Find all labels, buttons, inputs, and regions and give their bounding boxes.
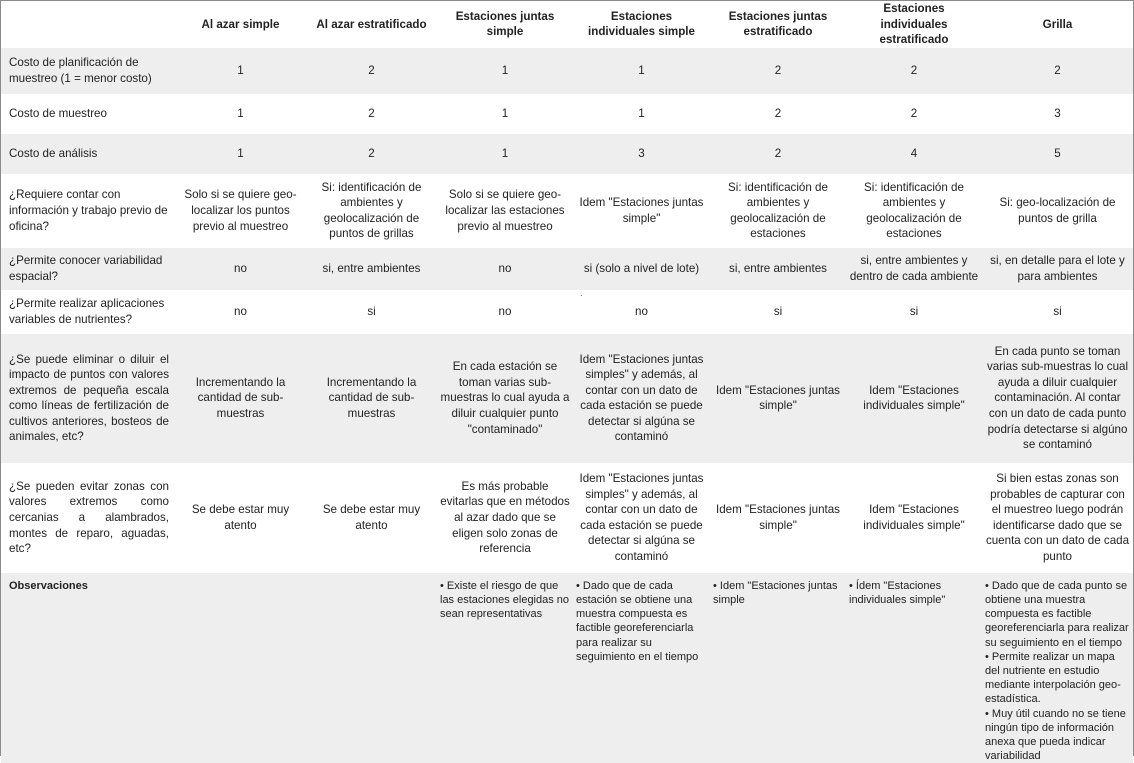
obs-bullet: • Ídem "Estaciones individuales simple" <box>849 579 946 606</box>
obs-bullet: • Dado que de cada punto se obtiene una muestra compuesta es factible georeferenciarla para realizar su seguimiento en el tiempo <box>985 579 1129 649</box>
obs-bullet: • Muy útil cuando no se tiene ningún tipo de información anexa que pueda indicar variabilidad <box>985 707 1126 763</box>
table-cell: si <box>1053 304 1062 318</box>
table-cell: Si: identificación de ambientes y geolocalización de puntos de grillas <box>321 180 422 241</box>
table-cell: 2 <box>368 106 375 120</box>
table-cell: si (solo a nivel de lote) <box>573 248 710 290</box>
header-estaciones-juntas-estratificado: Estaciones juntas estratificado <box>728 9 828 39</box>
table-row <box>1 48 1133 94</box>
header-al-azar-simple: Al azar simple <box>201 17 280 31</box>
table-cell: Incrementando la cantidad de sub-muestras <box>306 334 437 463</box>
table-cell: 1 <box>437 48 573 94</box>
table-cell: 4 <box>846 134 982 174</box>
table-cell: Solo si se quiere geo-localizar los puntos previo al muestreo <box>184 188 297 233</box>
table-cell: 1 <box>573 48 710 94</box>
table-row <box>1 334 1133 463</box>
table-cell: Si: geo-localización de puntos de grilla <box>999 196 1116 225</box>
table-cell: no <box>234 304 247 318</box>
stray-dot-mark: . <box>580 288 583 298</box>
table-cell: Idem "Estaciones juntas simple" <box>710 334 846 463</box>
table-cell: 2 <box>774 106 782 120</box>
table-cell: si, entre ambientes <box>710 248 846 290</box>
row-label: ¿Requiere contar con información y trabajo previo de oficina? <box>9 188 168 233</box>
obs-bullet: • Dado que de cada estación se obtiene una muestra compuesta es factible georeferenciarla para realizar su seguimiento en el tiempo <box>576 579 699 663</box>
header-al-azar-estratificado: Al azar estratificado <box>316 17 427 31</box>
table-cell: 3 <box>1054 106 1061 120</box>
table-cell: Si: identificación de ambientes y geolocalización de estaciones <box>728 180 828 241</box>
table-cell: Idem "Estaciones juntas simple" <box>716 503 840 532</box>
header-cell-empty <box>1 1 175 48</box>
table-cell: Incrementando la cantidad de sub-muestras <box>175 334 306 463</box>
table-cell: Idem "Estaciones juntas simple" <box>579 196 704 225</box>
table-cell: no <box>498 304 512 318</box>
table-cell: En cada estación se toman varias sub-muestras lo cual ayuda a diluir cualquier punto "contaminado" <box>437 334 573 463</box>
table-cell: 1 <box>437 134 573 174</box>
table-cell: Si bien estas zonas son probables de capturar con el muestreo luego podrán identificarse dado que se cuenta con un dato de cada punto <box>985 472 1130 563</box>
table-row <box>1 174 1133 248</box>
header-estaciones-juntas-simple: Estaciones juntas simple <box>455 9 555 39</box>
table-cell: si, en detalle para el lote y para ambientes <box>982 248 1133 290</box>
table-row <box>1 134 1133 174</box>
header-grilla: Grilla <box>1042 17 1073 31</box>
table-cell: 2 <box>306 48 437 94</box>
table-row <box>1 94 1133 134</box>
obs-cell <box>982 573 1133 763</box>
observaciones-label: Observaciones <box>1 573 175 763</box>
row-label: ¿Se pueden evitar zonas con valores extremos como cercanias a alambrados, montes de reparo, aguadas, etc? <box>9 479 169 556</box>
header-estaciones-individuales-estratificado: Estaciones individuales estratificado <box>879 2 949 47</box>
obs-cell <box>175 573 306 763</box>
table-cell: 1 <box>638 106 645 120</box>
table-cell: 1 <box>175 48 306 94</box>
table-cell: si <box>909 304 919 318</box>
header-row <box>1 1 1133 48</box>
obs-bullet: • Idem "Estaciones juntas simple <box>713 579 838 606</box>
row-label: ¿Se puede eliminar o diluir el impacto de puntos con valores extremos de pequeña escala como líneas de fertilización de cultivos anteriores, bosteos de animales, etc? <box>1 334 175 463</box>
table-cell: no <box>635 304 648 318</box>
table-cell: 2 <box>306 134 437 174</box>
row-label: Costo de análisis <box>1 134 175 174</box>
table-cell: Se debe estar muy atento <box>191 503 290 532</box>
observaciones-row <box>1 573 1133 763</box>
table-cell: si <box>773 304 783 318</box>
table-cell: Si: identificación de ambientes y geolocalización de estaciones <box>864 180 964 241</box>
table-cell: Idem "Estaciones juntas simples" y además, al contar con un dato de cada estación se puede detectar si algúna se contaminó <box>579 472 704 563</box>
obs-cell <box>573 573 710 763</box>
table-cell: Idem "Estaciones individuales simple" <box>863 503 965 532</box>
row-label: Costo de planificación de muestreo (1 = menor costo) <box>1 48 175 94</box>
table-cell: 2 <box>710 48 846 94</box>
table-cell: 1 <box>237 106 244 120</box>
table-cell: Idem "Estaciones individuales simple" <box>846 334 982 463</box>
obs-cell <box>710 573 846 763</box>
table-cell: 2 <box>982 48 1133 94</box>
table-cell: no <box>437 248 573 290</box>
table-cell: si, entre ambientes <box>306 248 437 290</box>
table-cell: Es más probable evitarlas que en métodos al azar dado que se eligen solo zonas de referencia <box>440 479 570 556</box>
obs-cell <box>437 573 573 763</box>
comparison-table <box>1 1 1133 763</box>
table-cell: 2 <box>910 106 918 120</box>
table-cell: si, entre ambientes y dentro de cada ambiente <box>846 248 982 290</box>
table-cell: si <box>367 304 376 318</box>
obs-cell <box>306 573 437 763</box>
row-label: ¿Permite realizar aplicaciones variables de nutrientes? <box>9 297 165 326</box>
row-label: ¿Permite conocer variabilidad espacial? <box>1 248 175 290</box>
table-cell: no <box>175 248 306 290</box>
obs-bullet: • Existe el riesgo de que las estaciones elegidas no sean representativas <box>440 579 570 621</box>
obs-cell <box>846 573 982 763</box>
table-cell: 2 <box>846 48 982 94</box>
table-row <box>1 248 1133 290</box>
row-label: Costo de muestreo <box>9 106 107 120</box>
table-cell: 1 <box>501 106 509 120</box>
header-estaciones-individuales-simple: Estaciones individuales simple <box>588 9 695 39</box>
table-row <box>1 463 1133 573</box>
table-cell: 2 <box>710 134 846 174</box>
obs-bullet: • Permite realizar un mapa del nutriente en estudio mediante interpolación geo-estadística. <box>985 650 1121 706</box>
table-cell: Se debe estar muy atento <box>322 503 421 532</box>
table-cell: Solo si se quiere geo-localizar las estaciones previo al muestreo <box>445 188 565 233</box>
table-cell: 1 <box>175 134 306 174</box>
table-cell: En cada punto se toman varias sub-muestras lo cual ayuda a diluir cualquier contaminación. Al contar con un dato de cada punto podría detectarse si algúno se contaminó <box>982 334 1133 463</box>
table-row <box>1 290 1133 334</box>
table-cell: 3 <box>573 134 710 174</box>
table-cell: Idem "Estaciones juntas simples" y además, al contar con un dato de cada estación se puede detectar si algúna se contaminó <box>573 334 710 463</box>
table-cell: 5 <box>982 134 1133 174</box>
